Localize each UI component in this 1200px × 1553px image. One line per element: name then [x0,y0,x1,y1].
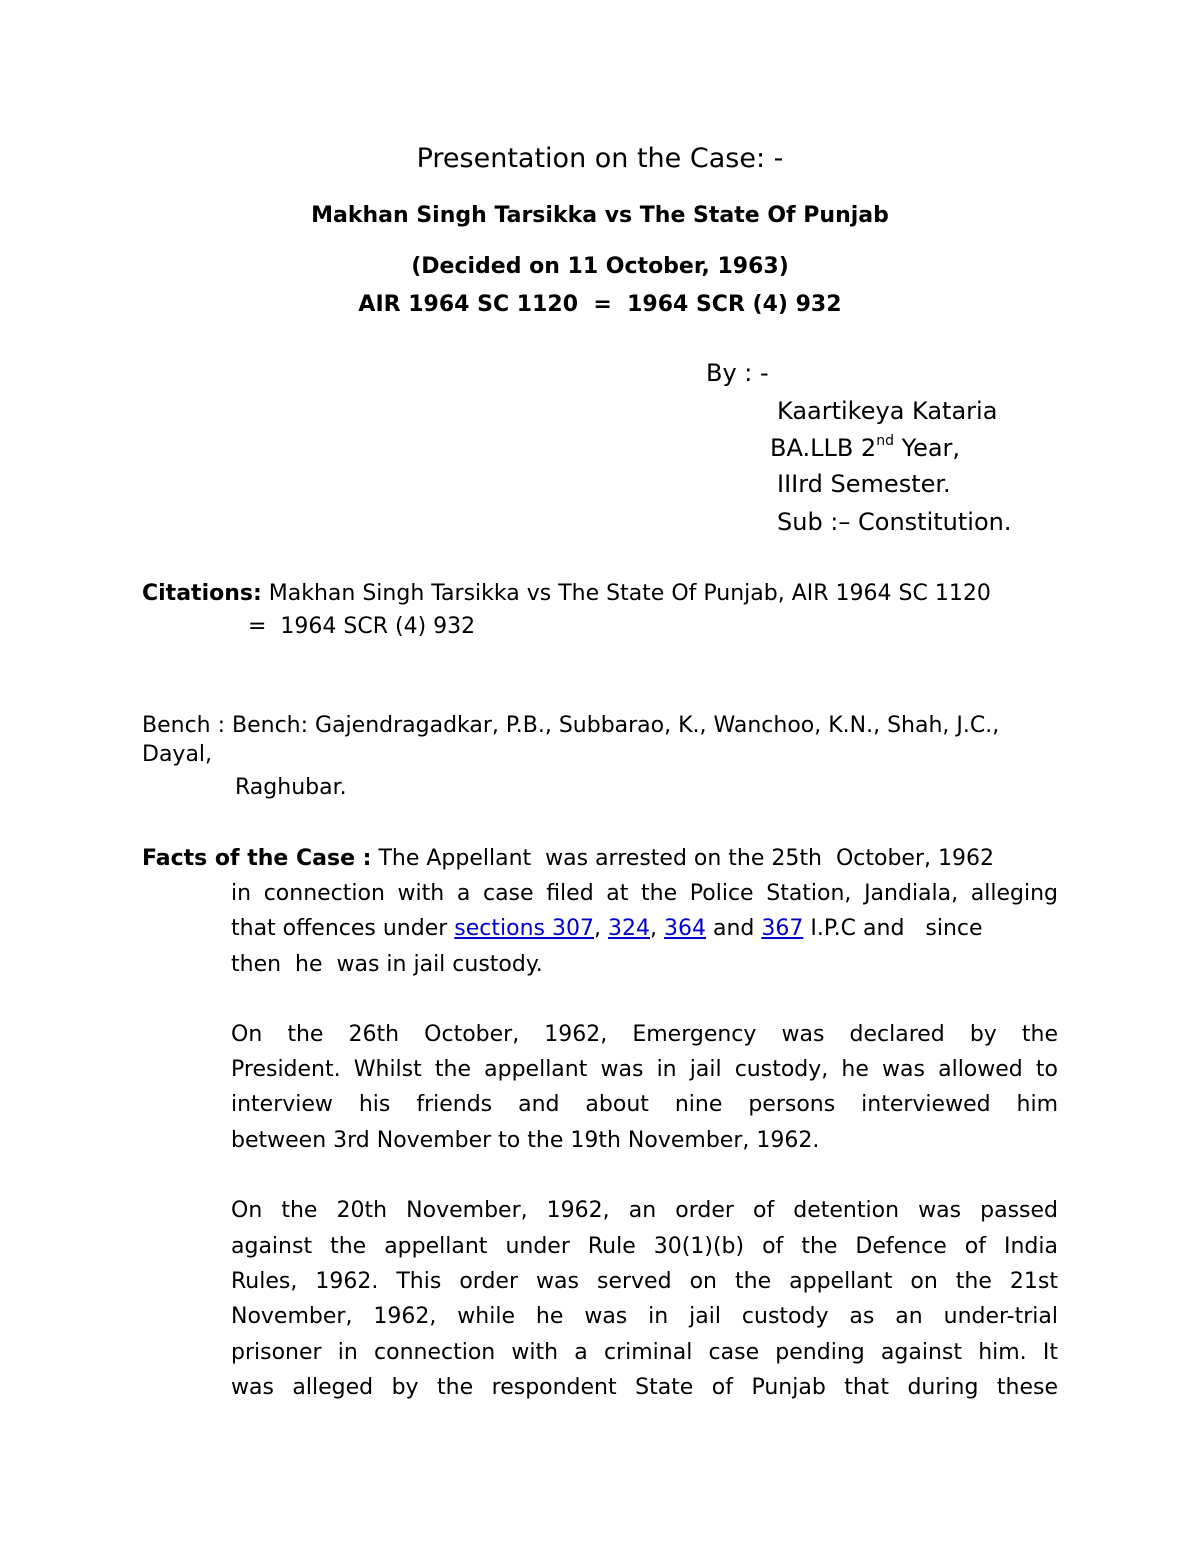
para3-line-6: was alleged by the respondent State of Punjab that during these [231,1375,1058,1400]
bench-line-3: Raghubar. [235,775,347,800]
author-semester: IIIrd Semester. [777,470,951,498]
citations-line-2: = 1964 SCR (4) 932 [248,614,476,639]
separator: , [649,916,664,941]
facts-text-3b: I.P.C and since [803,916,983,941]
facts-text-1: The Appellant was arrested on the 25th October, 1962 [371,846,994,871]
citations-label: Citations: [142,581,262,606]
citations-text: Makhan Singh Tarsikka vs The State Of Punjab, AIR 1964 SC 1120 [261,581,991,606]
para3-line-4: November, 1962, while he was in jail custody as an under-trial [231,1304,1058,1329]
course-prefix: BA.LLB 2 [770,434,877,462]
link-sections-307[interactable]: sections 307 [454,916,594,941]
author-name: Kaartikeya Kataria [777,397,998,425]
para3-line-5: prisoner in connection with a criminal case pending against him. It [231,1340,1058,1365]
para2-line-1: On the 26th October, 1962, Emergency was declared by the [231,1022,1058,1047]
author-course [770,433,961,462]
page-title: Presentation on the Case: - [416,143,784,174]
decided-date: (Decided on 11 October, 1963) [411,254,789,279]
para3-line-2: against the appellant under Rule 30(1)(b) of the Defence of India [231,1234,1058,1259]
citation-line: AIR 1964 SC 1120 = 1964 SCR (4) 932 [358,292,842,317]
facts-line-3 [231,918,983,940]
course-suffix: Year, [893,434,961,462]
facts-label: Facts of the Case : [142,846,372,871]
course-superscript: nd [876,433,894,449]
link-section-367[interactable]: 367 [761,916,804,941]
and-word: and [705,916,762,941]
facts-line-4: then he was in jail custody. [231,952,543,977]
para2-line-3: interview his friends and about nine persons interviewed him [231,1092,1058,1117]
separator: , [593,916,608,941]
facts-line-1 [142,848,994,870]
facts-line-2: in connection with a case filed at the Police Station, Jandiala, alleging [231,881,1058,906]
author-subject: Sub :– Constitution. [777,508,1012,536]
para2-line-4: between 3rd November to the 19th November, 1962. [231,1128,820,1153]
case-name: Makhan Singh Tarsikka vs The State Of Punjab [311,203,889,228]
para3-line-3: Rules, 1962. This order was served on the appellant on the 21st [231,1269,1058,1294]
link-section-364[interactable]: 364 [663,916,706,941]
bench-line-2: Dayal, [142,742,213,767]
facts-text-3a: that offences under [231,916,455,941]
by-label: By : - [706,359,769,387]
bench-line-1: Bench : Bench: Gajendragadkar, P.B., Subbarao, K., Wanchoo, K.N., Shah, J.C., [142,713,1000,738]
citations-line-1 [142,583,991,605]
para3-line-1: On the 20th November, 1962, an order of detention was passed [231,1198,1058,1223]
para2-line-2: President. Whilst the appellant was in jail custody, he was allowed to [231,1057,1058,1082]
link-section-324[interactable]: 324 [607,916,650,941]
